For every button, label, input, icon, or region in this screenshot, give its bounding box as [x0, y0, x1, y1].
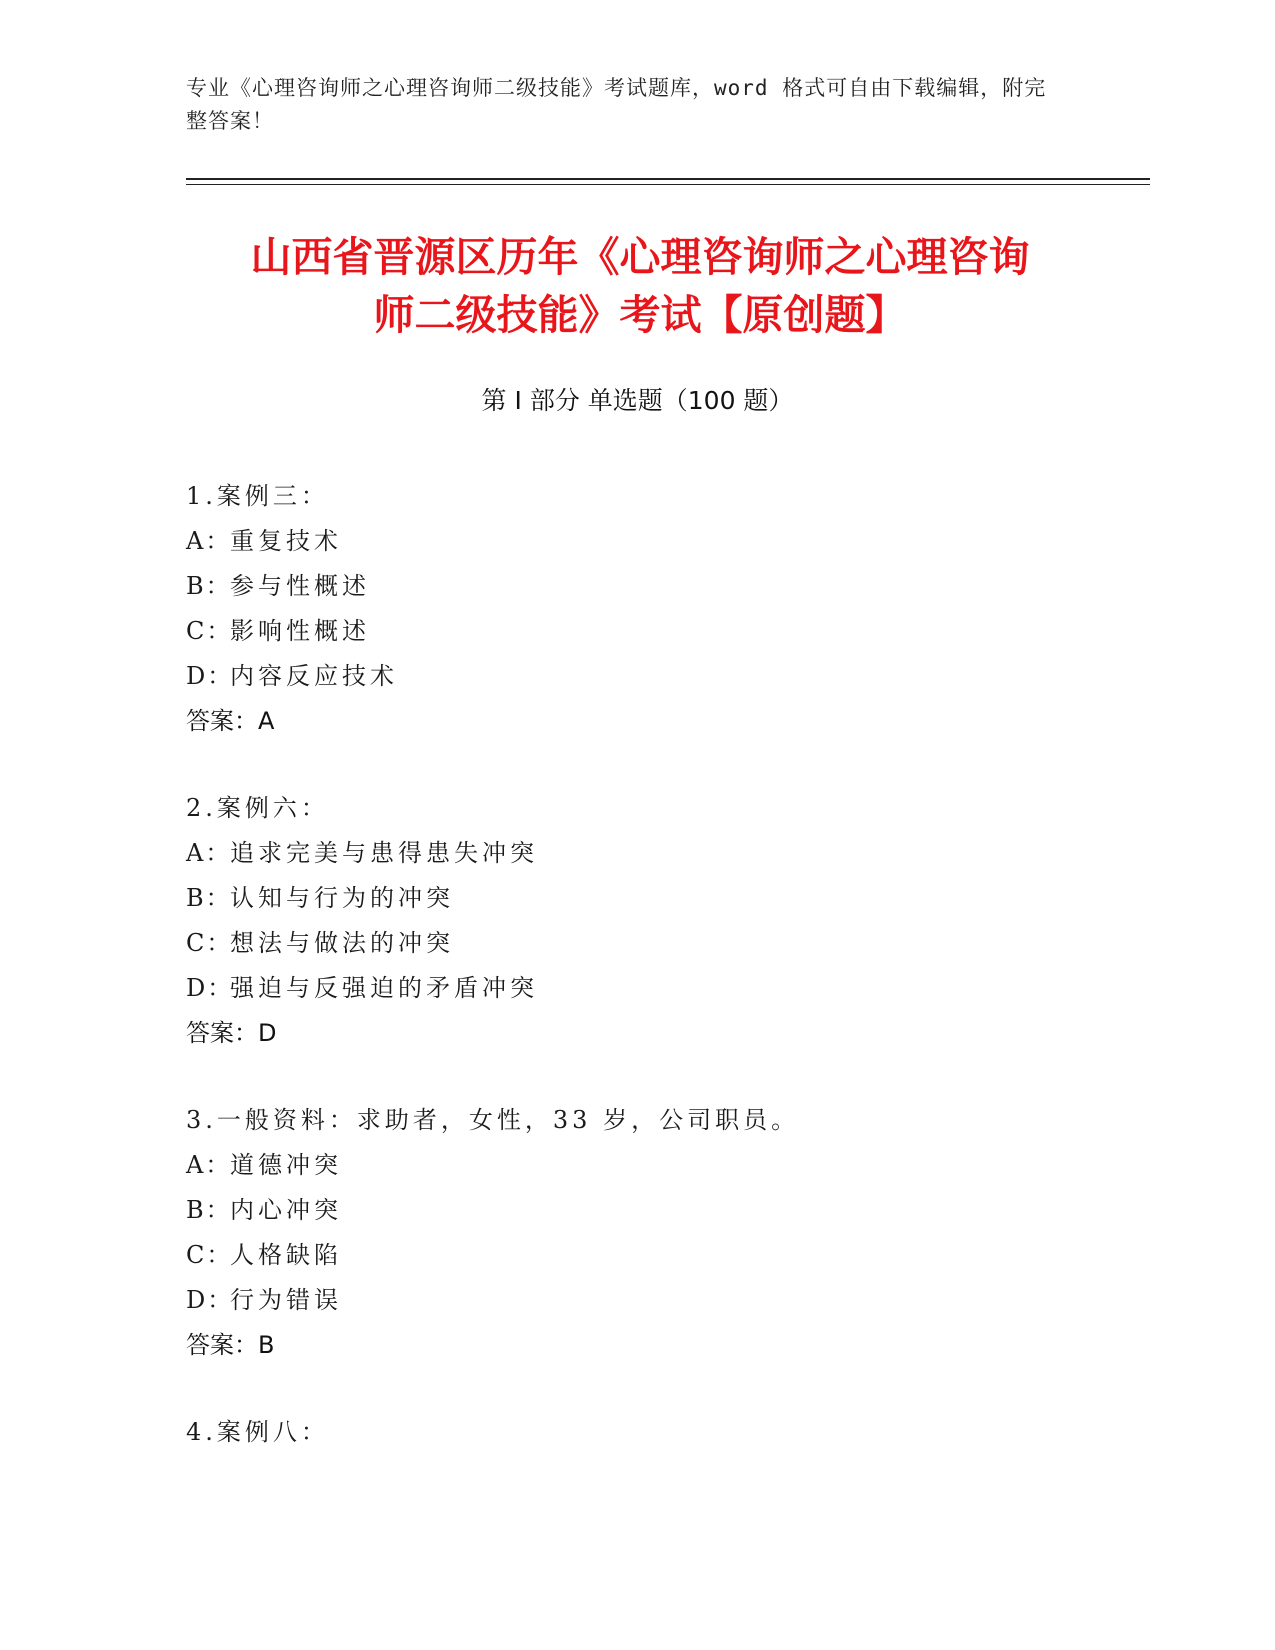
answer-line: 答案：B: [186, 1331, 275, 1359]
question-1: [186, 474, 1146, 744]
option-c: [186, 1233, 1146, 1278]
header-rule-thick: [186, 178, 1150, 180]
option-key: A：: [186, 527, 232, 555]
option-d: [186, 1278, 1146, 1323]
option-key: C：: [186, 617, 233, 645]
option-key: B：: [186, 884, 232, 912]
option-key: D：: [186, 974, 234, 1002]
option-key: A：: [186, 839, 232, 867]
option-d: [186, 654, 1146, 699]
question-list: [186, 474, 1146, 1497]
title-line-1: 山西省晋源区历年《心理咨询师之心理咨询: [250, 233, 1030, 281]
question-stem: 3.一般资料：求助者，女性，33 岁，公司职员。: [186, 1106, 800, 1134]
option-key: B：: [186, 572, 232, 600]
option-key: A：: [186, 1151, 232, 1179]
option-c: [186, 921, 1146, 966]
question-3: [186, 1098, 1146, 1368]
question-4: [186, 1410, 1146, 1455]
option-text: 强迫与反强迫的矛盾冲突: [230, 974, 538, 1002]
option-b: [186, 1188, 1146, 1233]
option-key: B：: [186, 1196, 232, 1224]
option-text: 参与性概述: [230, 572, 370, 600]
option-text: 内心冲突: [230, 1196, 342, 1224]
section-heading: 第 I 部分 单选题（100 题）: [481, 386, 794, 415]
question-stem: 4.案例八：: [186, 1418, 329, 1446]
option-text: 想法与做法的冲突: [230, 929, 454, 957]
question-2: [186, 786, 1146, 1056]
question-stem: 2.案例六：: [186, 794, 329, 822]
option-c: [186, 609, 1146, 654]
option-text: 重复技术: [230, 527, 342, 555]
option-key: C：: [186, 929, 233, 957]
header-note: 专业《心理咨询师之心理咨询师二级技能》考试题库，word 格式可自由下载编辑，附完整答案！: [186, 76, 1047, 133]
option-d: [186, 966, 1146, 1011]
question-stem: 1.案例三：: [186, 482, 329, 510]
option-key: D：: [186, 662, 234, 690]
option-a: [186, 519, 1146, 564]
option-b: [186, 564, 1146, 609]
option-text: 人格缺陷: [230, 1241, 342, 1269]
answer-line: 答案：A: [186, 707, 275, 735]
option-text: 追求完美与患得患失冲突: [230, 839, 538, 867]
option-text: 道德冲突: [230, 1151, 342, 1179]
title-line-2: 师二级技能》考试【原创题】: [373, 291, 907, 339]
option-key: D：: [186, 1286, 234, 1314]
option-text: 内容反应技术: [230, 662, 398, 690]
option-key: C：: [186, 1241, 233, 1269]
option-text: 认知与行为的冲突: [230, 884, 454, 912]
option-text: 行为错误: [230, 1286, 342, 1314]
option-a: [186, 1143, 1146, 1188]
option-a: [186, 831, 1146, 876]
option-text: 影响性概述: [230, 617, 370, 645]
header-rule-thin: [186, 184, 1150, 185]
option-b: [186, 876, 1146, 921]
document-title: [150, 228, 1130, 344]
answer-line: 答案：D: [186, 1019, 277, 1047]
